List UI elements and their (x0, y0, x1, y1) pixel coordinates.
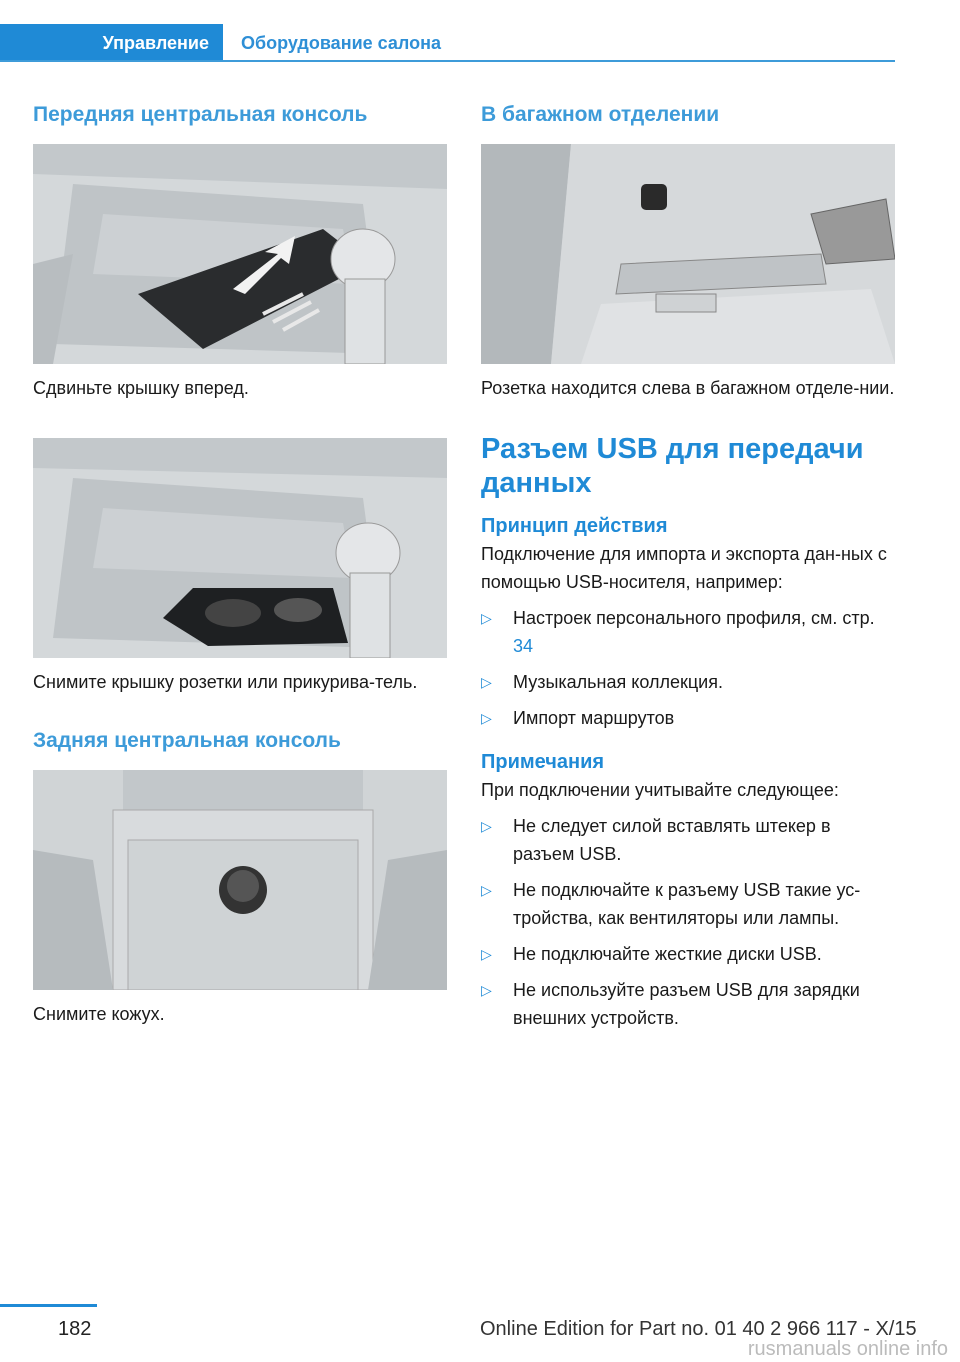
bullet-triangle-icon: ▷ (481, 674, 492, 690)
bullet-triangle-icon: ▷ (481, 882, 492, 898)
caption-luggage-socket: Розетка находится слева в багажном отделе-нии. (481, 378, 895, 398)
left-column (33, 100, 447, 1028)
right-column (481, 100, 895, 1040)
watermark: rusmanuals online info (747, 1338, 948, 1360)
header-tab-interior-equipment[interactable]: Оборудование салона (241, 33, 441, 53)
section-luggage-title: В багажном отделении (481, 103, 720, 126)
caption-slide-cover: Сдвиньте крышку вперед. (33, 378, 249, 398)
bullet-triangle-icon: ▷ (481, 610, 492, 626)
page-header (0, 24, 895, 62)
front-console-slide-cover-image (33, 144, 447, 364)
bullet-triangle-icon: ▷ (481, 710, 492, 726)
list-item: ▷ Настроек персонального профиля, см. стр. 34 (481, 604, 895, 660)
usb-heading: Разъем USB для передачи данных (481, 433, 864, 499)
list-item: ▷ Не следует силой вставлять штекер в разъем USB. (481, 812, 895, 868)
notes-list (481, 812, 895, 1032)
caption-remove-cover: Снимите кожух. (33, 1004, 165, 1024)
bullet-triangle-icon: ▷ (481, 946, 492, 962)
principle-text: Подключение для импорта и экспорта дан-ных с помощью USB-носителя, например: (481, 544, 887, 592)
notes-heading: Примечания (481, 751, 605, 773)
bullet-triangle-icon: ▷ (481, 818, 492, 834)
header-tab-controls[interactable]: Управление (0, 24, 223, 62)
list-item: ▷ Не подключайте к разъему USB такие ус-тройства, как вентиляторы или лампы. (481, 876, 895, 932)
bullet-triangle-icon: ▷ (481, 982, 492, 998)
section-front-console-title: Передняя центральная консоль (33, 103, 368, 126)
notes-text: При подключении учитывайте следующее: (481, 780, 839, 800)
page-link[interactable]: 34 (513, 636, 534, 656)
page-number: 182 (58, 1318, 92, 1340)
principle-heading: Принцип действия (481, 515, 668, 537)
section-rear-console-title: Задняя центральная консоль (33, 729, 341, 752)
list-item: ▷ Импорт маршрутов (481, 704, 895, 732)
front-console-open-socket-image (33, 438, 447, 658)
caption-remove-socket-cover: Снимите крышку розетки или прикурива-тель. (33, 672, 418, 692)
list-item: ▷ Не подключайте жесткие диски USB. (481, 940, 895, 968)
principle-list (481, 604, 895, 732)
list-item: ▷ Музыкальная коллекция. (481, 668, 895, 696)
luggage-compartment-socket-image (481, 144, 895, 364)
edition-footer: Online Edition for Part no. 01 40 2 966 117 - X/15 (480, 1318, 917, 1340)
header-rule (0, 60, 895, 62)
page-number-rule (0, 1304, 97, 1307)
list-item: ▷ Не используйте разъем USB для зарядки внешних устройств. (481, 976, 895, 1032)
rear-console-image (33, 770, 447, 990)
